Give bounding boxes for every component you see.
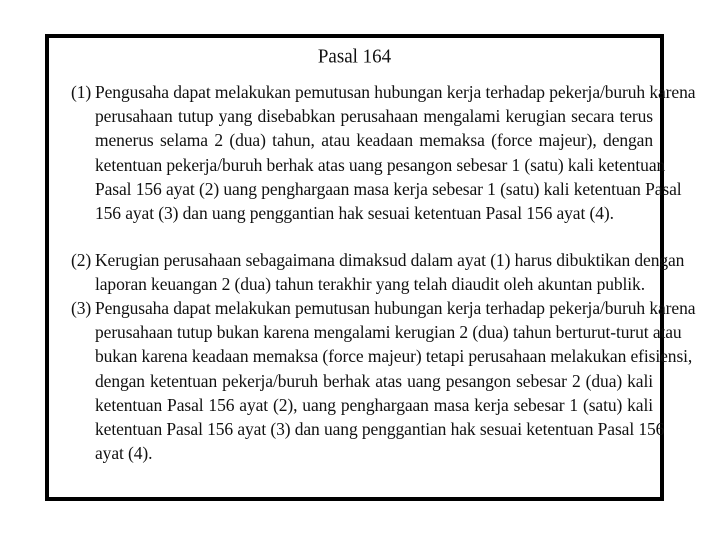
clause-2: [71, 248, 685, 296]
clause-line: ketentuan Pasal 156 ayat (2), uang penghargaan masa kerja sebesar 1 (satu) kali: [95, 394, 653, 415]
clause-line: Pasal 156 ayat (2) uang penghargaan masa kerja sebesar 1 (satu) kali ketentuan Pasal: [95, 178, 682, 199]
clause-number: (1): [71, 82, 92, 102]
document-frame: [45, 34, 696, 501]
clause-line: Pengusaha dapat melakukan pemutusan hubungan kerja terhadap pekerja/buruh karena: [95, 298, 696, 318]
clause-line: laporan keuangan 2 (dua) tahun terakhir yang telah diaudit oleh akuntan publik.: [95, 274, 645, 295]
page-title: Pasal 164: [317, 45, 392, 68]
clause-line: perusahaan tutup bukan karena mengalami kerugian 2 (dua) tahun berturut-turut atau: [95, 322, 682, 343]
clause-line: ayat (4).: [95, 443, 153, 464]
clause-line: menerus selama 2 (dua) tahun, atau keadaan memaksa (force majeur), dengan: [95, 130, 653, 151]
clause-number: (3): [71, 298, 92, 318]
clause-line: bukan karena keadaan memaksa (force majeur) tetapi perusahaan melakukan efisiensi,: [95, 346, 693, 367]
clause-line: 156 ayat (3) dan uang penggantian hak sesuai ketentuan Pasal 156 ayat (4).: [95, 203, 614, 224]
clause-line: ketentuan Pasal 156 ayat (3) dan uang penggantian hak sesuai ketentuan Pasal 156: [95, 419, 665, 440]
clause-line: dengan ketentuan pekerja/buruh berhak atas uang pesangon sebesar 2 (dua) kali: [95, 370, 653, 391]
clause-1: [71, 80, 696, 225]
clause-line: Pengusaha dapat melakukan pemutusan hubungan kerja terhadap pekerja/buruh karena: [95, 82, 696, 102]
clause-line: Kerugian perusahaan sebagaimana dimaksud dalam ayat (1) harus dibuktikan dengan: [95, 250, 685, 270]
clause-line: ketentuan pekerja/buruh berhak atas uang pesangon sebesar 1 (satu) kali ketentuan: [95, 154, 666, 175]
clause-line: perusahaan tutup yang disebabkan perusahaan mengalami kerugian secara terus: [95, 106, 653, 127]
clause-3: [71, 296, 696, 465]
clause-number: (2): [71, 250, 92, 270]
